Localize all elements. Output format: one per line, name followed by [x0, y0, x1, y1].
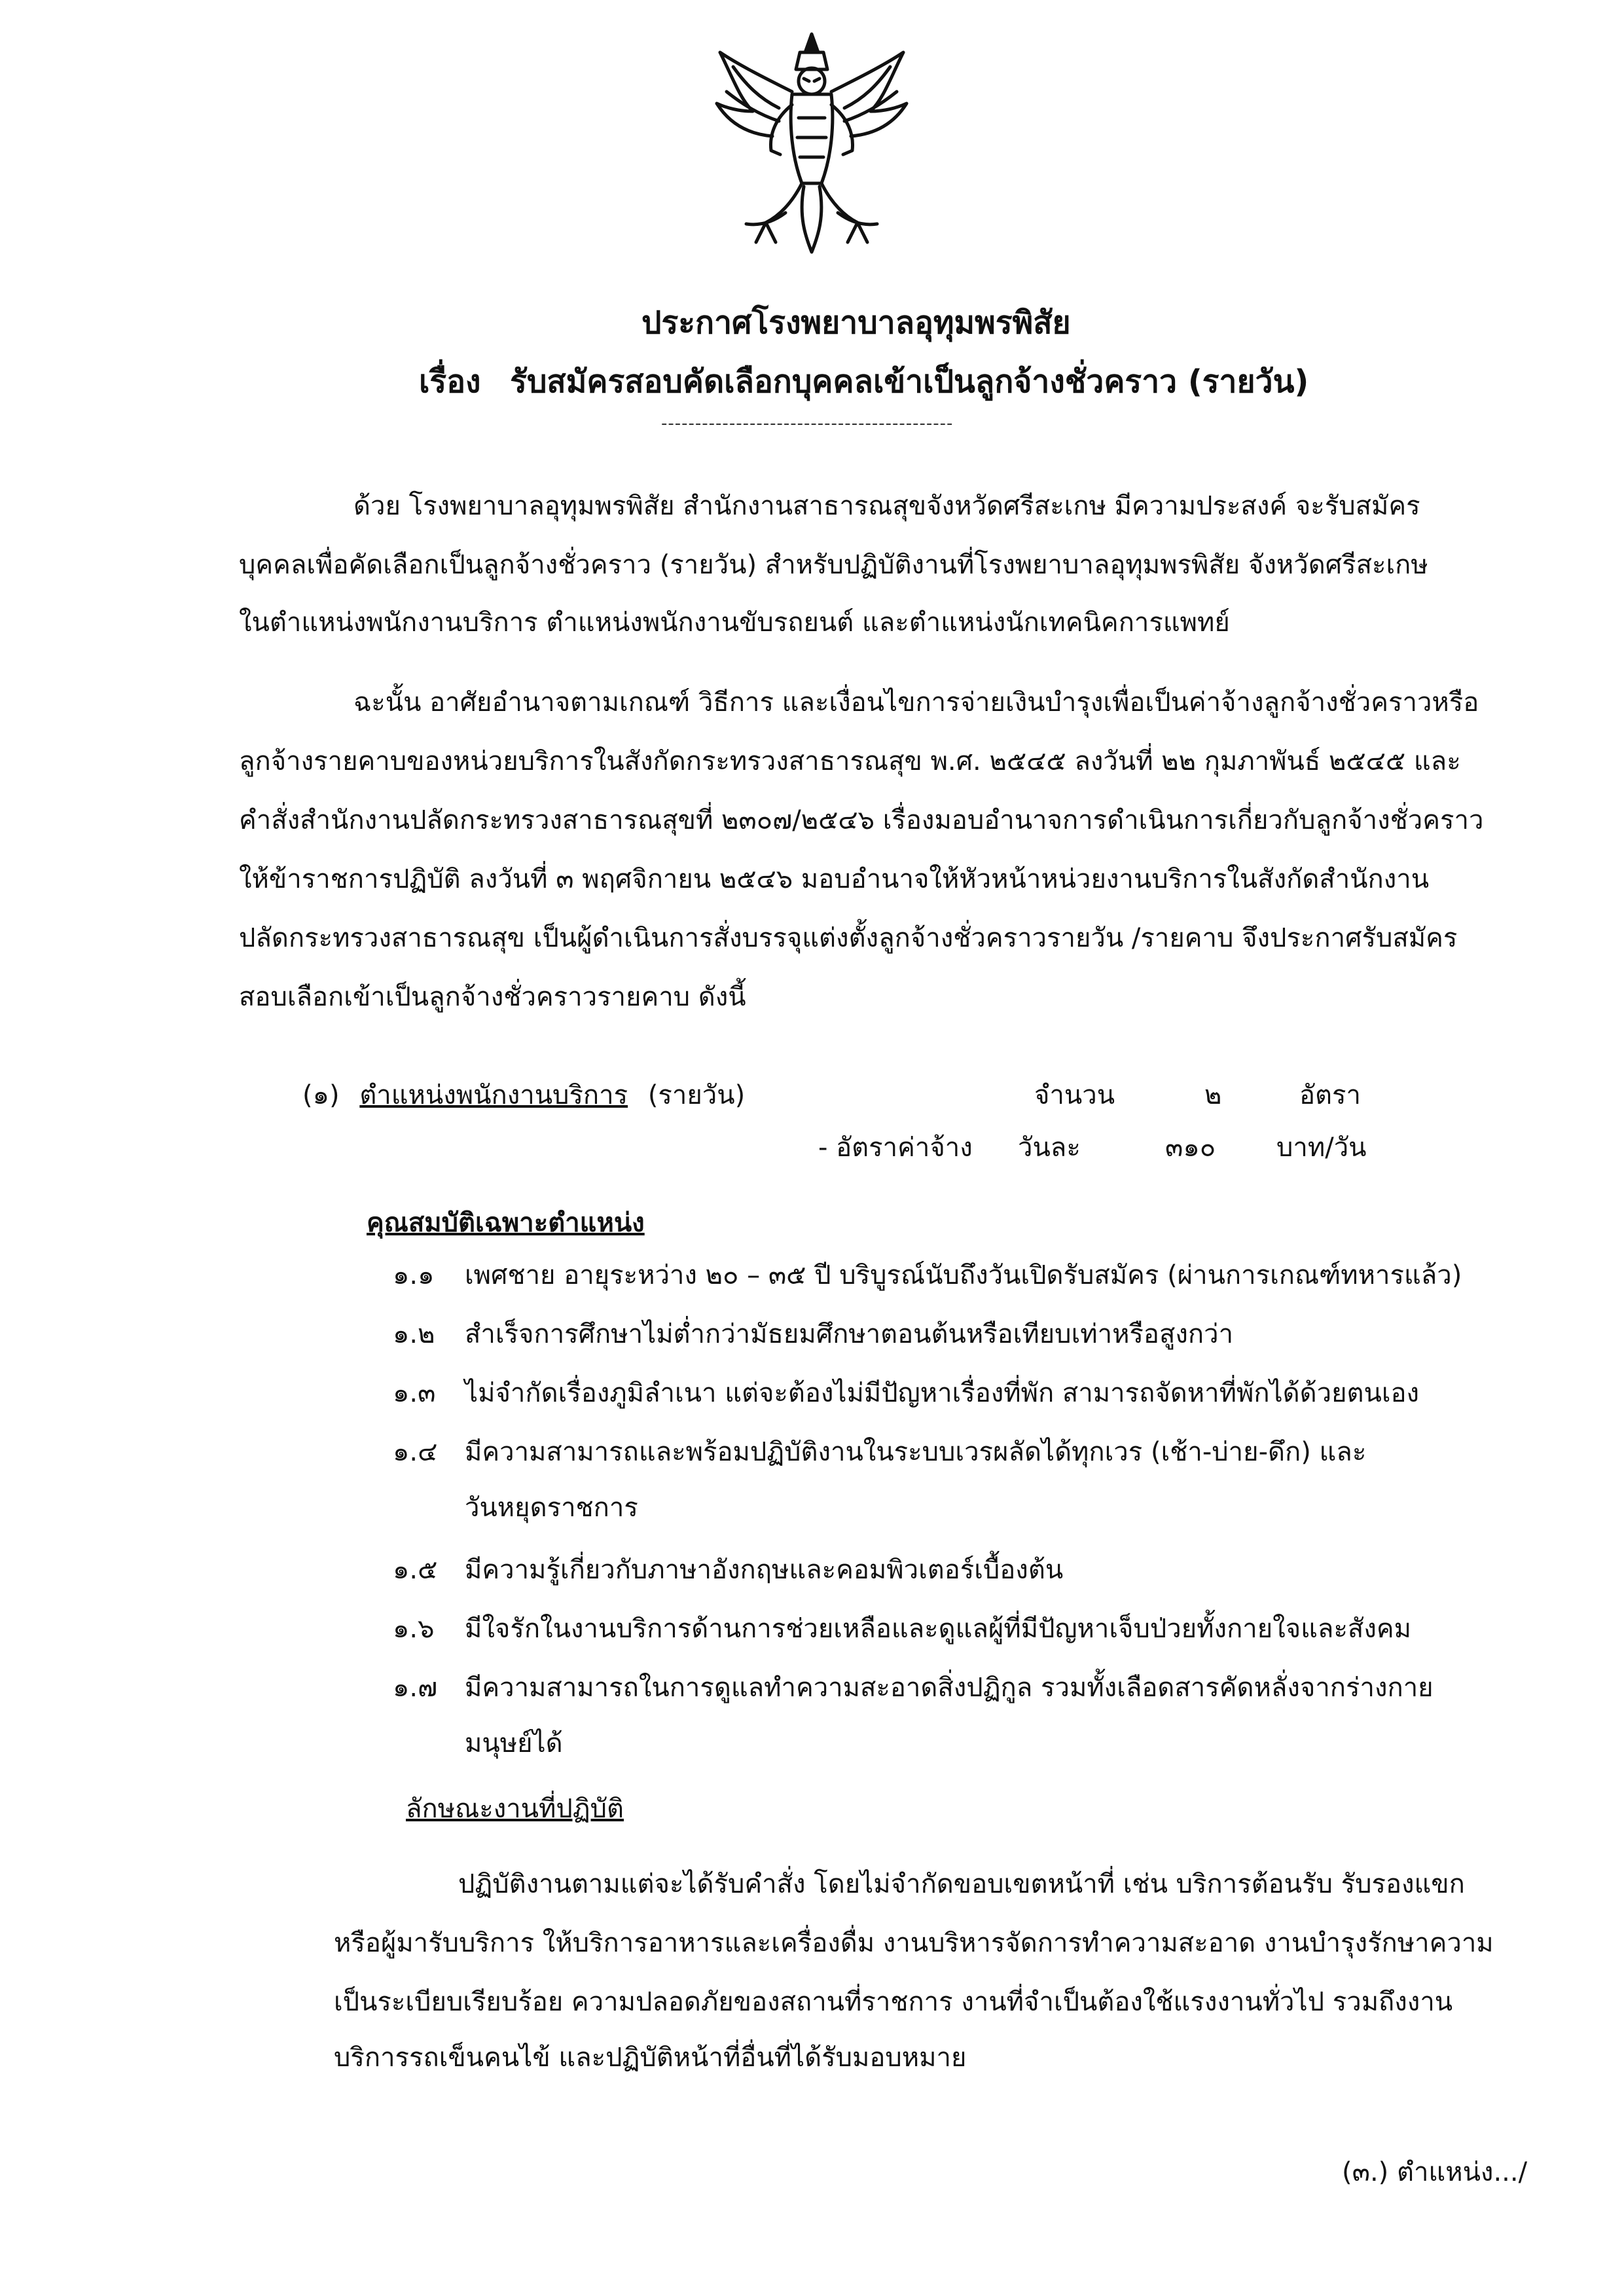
wage-label: - อัตราค่าจ้าง [818, 1133, 973, 1163]
qualification-item [393, 1372, 1419, 1413]
garuda-emblem [694, 26, 929, 262]
title-divider: ------------------------------------------- [661, 414, 954, 433]
wage-value: ๓๑๐ [1165, 1133, 1216, 1163]
qualification-text: เพศชาย อายุระหว่าง ๒๐ – ๓๕ ปี บริบูรณ์นับถึงวันเปิดรับสมัคร (ผ่านการเกณฑ์ทหารแล้ว) [465, 1260, 1462, 1290]
count-value: ๒ [1204, 1080, 1222, 1110]
qualification-number: ๑.๑ [393, 1260, 435, 1290]
page-continuation: (๓.) ตำแหน่ง.../ [1342, 2157, 1528, 2187]
qualification-text: มีความสามารถในการดูแลทำความสะอาดสิ่งปฏิกูล รวมทั้งเลือดสารคัดหลั่งจากร่างกาย [465, 1673, 1434, 1703]
authority-line: ฉะนั้น อาศัยอำนาจตามเกณฑ์ วิธีการ และเงื่อนไขการจ่ายเงินบำรุงเพื่อเป็นค่าจ้างลูกจ้างชั่วคราวหรือ [353, 687, 1479, 718]
wage-period: วันละ [1018, 1133, 1081, 1163]
wage-unit: บาท/วัน [1276, 1133, 1367, 1163]
authority-line: ลูกจ้างรายคาบของหน่วยบริการในสังกัดกระทรวงสาธารณสุข พ.ศ. ๒๕๔๕ ลงวันที่ ๒๒ กุมภาพันธ์ ๒๕๔๕ และ [239, 746, 1461, 776]
qualification-item [393, 1548, 1063, 1590]
duties-line: ปฏิบัติงานตามแต่จะได้รับคำสั่ง โดยไม่จำกัดขอบเขตหน้าที่ เช่น บริการต้อนรับ รับรองแขก [458, 1869, 1465, 1899]
intro-line: ในตำแหน่งพนักงานบริการ ตำแหน่งพนักงานขับรถยนต์ และตำแหน่งนักเทคนิคการแพทย์ [239, 608, 1230, 638]
qualification-item [393, 1430, 1366, 1472]
authority-line: สอบเลือกเข้าเป็นลูกจ้างชั่วคราวรายคาบ ดังนี้ [239, 982, 746, 1012]
intro-line: บุคคลเพื่อคัดเลือกเป็นลูกจ้างชั่วคราว (รายวัน) สำหรับปฏิบัติงานที่โรงพยาบาลอุทุมพรพิสัย จังหวัดศรีสะเกษ [239, 550, 1428, 580]
qualification-number: ๑.๒ [393, 1319, 435, 1349]
authority-line: ให้ข้าราชการปฏิบัติ ลงวันที่ ๓ พฤศจิกายน ๒๕๔๖ มอบอำนาจให้หัวหน้าหน่วยงานบริการในสังกัดสำนักงาน [239, 864, 1430, 894]
count-unit: อัตรา [1299, 1080, 1361, 1110]
subject-text: รับสมัครสอบคัดเลือกบุคคลเข้าเป็นลูกจ้างชั่วคราว (รายวัน) [510, 363, 1309, 400]
qualification-continuation: วันหยุดราชการ [465, 1493, 638, 1523]
position-heading [302, 1074, 745, 1116]
qualification-text: มีความสามารถและพร้อมปฏิบัติงานในระบบเวรผลัดได้ทุกเวร (เช้า-บ่าย-ดึก) และ [465, 1437, 1367, 1467]
qualification-number: ๑.๕ [393, 1555, 438, 1585]
qualification-item [393, 1666, 1434, 1708]
qualification-number: ๑.๗ [393, 1673, 438, 1703]
intro-line: ด้วย โรงพยาบาลอุทุมพรพิสัย สำนักงานสาธารณสุขจังหวัดศรีสะเกษ มีความประสงค์ จะรับสมัคร [353, 491, 1420, 521]
duties-line: เป็นระเบียบเรียบร้อย ความปลอดภัยของสถานที่ราชการ งานที่จำเป็นต้องใช้แรงงานทั่วไป รวมถึงงาน [334, 1987, 1453, 2017]
qualification-number: ๑.๖ [393, 1614, 435, 1644]
authority-line: ปลัดกระทรวงสาธารณสุข เป็นผู้ดำเนินการสั่งบรรจุแต่งตั้งลูกจ้างชั่วคราวรายวัน /รายคาบ จึงประกาศรับสมัคร [239, 923, 1458, 953]
qualifications-heading: คุณสมบัติเฉพาะตำแหน่ง [367, 1208, 645, 1238]
qualification-text: ไม่จำกัดเรื่องภูมิลำเนา แต่จะต้องไม่มีปัญหาเรื่องที่พัก สามารถจัดหาที่พักได้ด้วยตนเอง [465, 1378, 1420, 1408]
qualification-item [393, 1254, 1462, 1296]
qualification-item [393, 1607, 1411, 1649]
qualification-item [393, 1313, 1233, 1355]
duties-heading: ลักษณะงานที่ปฏิบัติ [406, 1794, 624, 1824]
position-type: (รายวัน) [647, 1080, 746, 1110]
qualification-number: ๑.๓ [393, 1378, 436, 1408]
qualification-text: สำเร็จการศึกษาไม่ต่ำกว่ามัธยมศึกษาตอนต้นหรือเทียบเท่าหรือสูงกว่า [465, 1319, 1234, 1349]
position-number: (๑) [302, 1080, 340, 1110]
duties-line: หรือผู้มารับบริการ ให้บริการอาหารและเครื่องดื่ม งานบริหารจัดการทำความสะอาด งานบำรุงรักษาความ [334, 1928, 1494, 1958]
authority-line: คำสั่งสำนักงานปลัดกระทรวงสาธารณสุขที่ ๒๓๐๗/๒๕๔๖ เรื่องมอบอำนาจการดำเนินการเกี่ยวกับลูกจ้างชั่วคราว [239, 805, 1484, 835]
page-title: ประกาศโรงพยาบาลอุทุมพรพิสัย [641, 304, 1071, 341]
subject-label: เรื่อง [419, 363, 481, 400]
subject-line [419, 357, 1308, 407]
duties-line: บริการรถเข็นคนไข้ และปฏิบัติหน้าที่อื่นที่ได้รับมอบหมาย [334, 2043, 967, 2073]
position-title: ตำแหน่งพนักงานบริการ [359, 1080, 628, 1110]
qualification-text: มีความรู้เกี่ยวกับภาษาอังกฤษและคอมพิวเตอร์เบื้องต้น [465, 1555, 1064, 1585]
qualification-text: มีใจรักในงานบริการด้านการช่วยเหลือและดูแลผู้ที่มีปัญหาเจ็บป่วยทั้งกายใจและสังคม [465, 1614, 1411, 1644]
count-label: จำนวน [1034, 1080, 1115, 1110]
qualification-continuation: มนุษย์ได้ [465, 1728, 563, 1758]
qualification-number: ๑.๔ [393, 1437, 438, 1467]
